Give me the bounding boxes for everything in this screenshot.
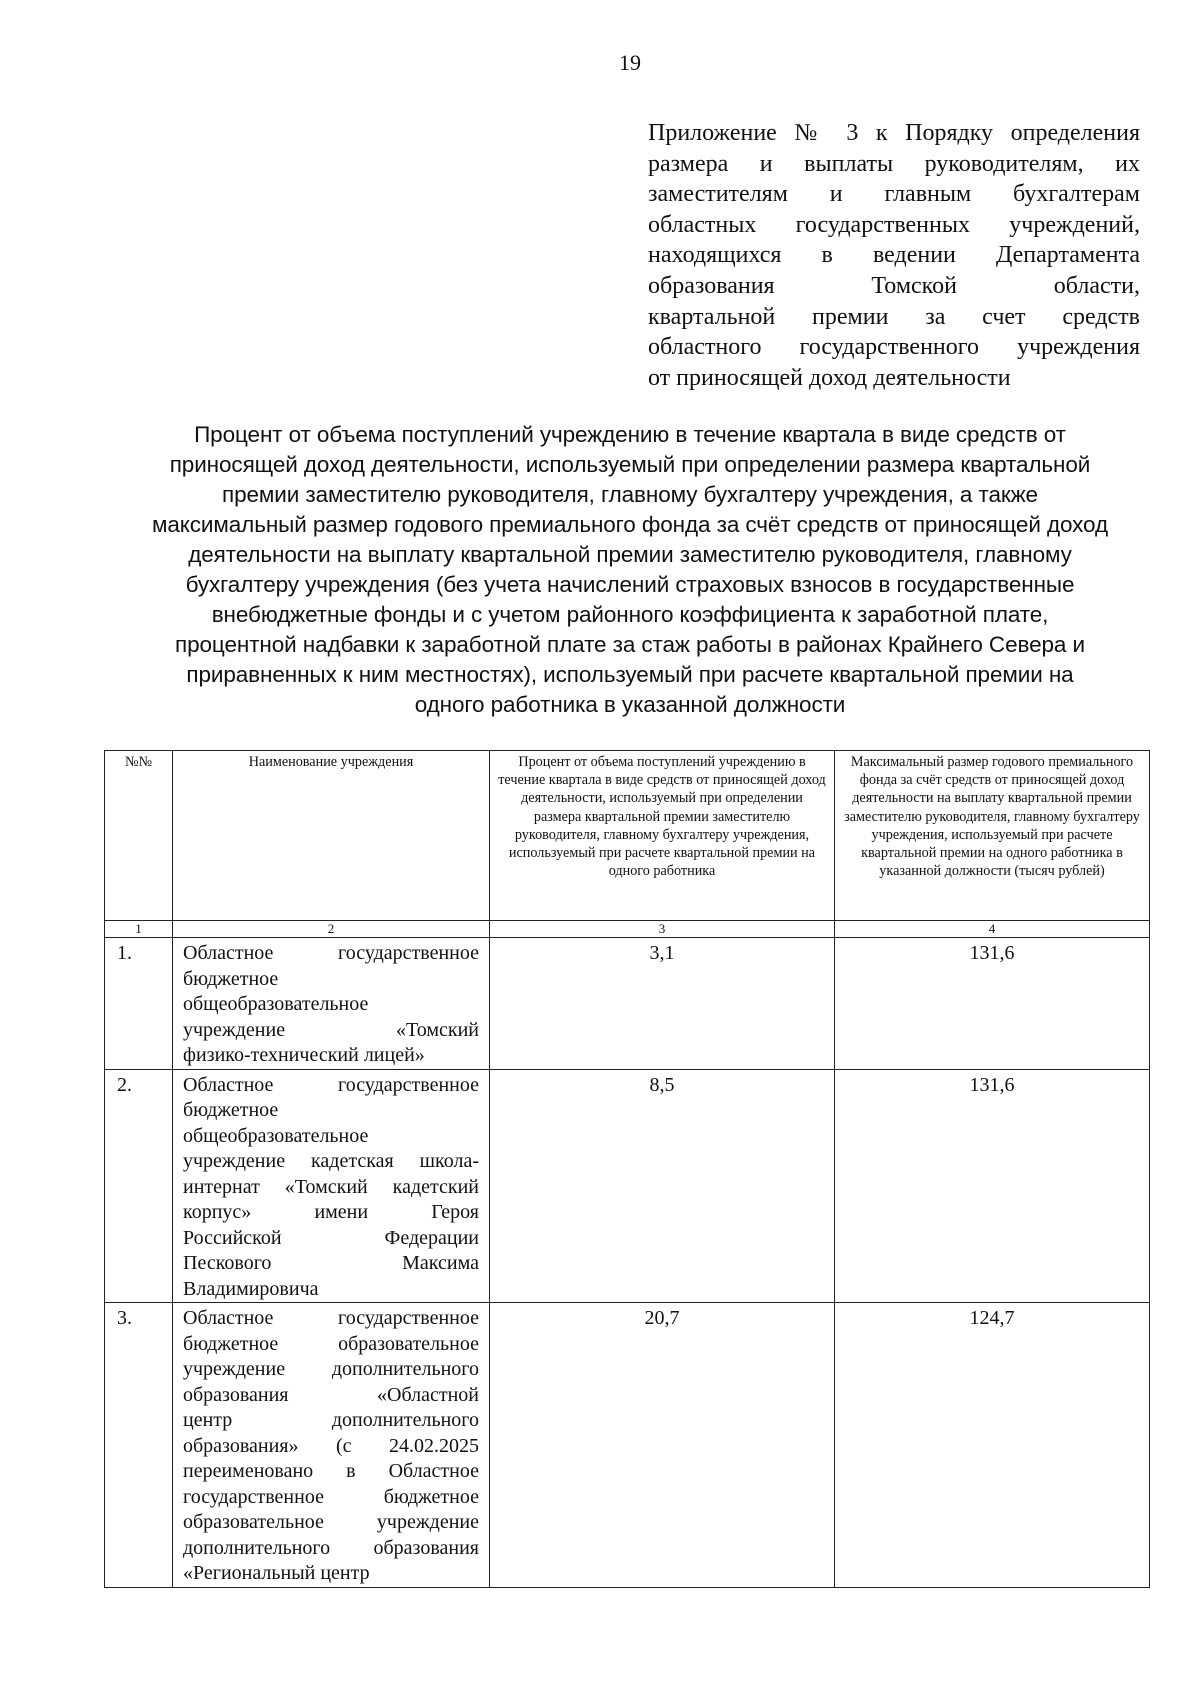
column-number: 4 bbox=[835, 921, 1150, 938]
appendix-line: от приносящей доход деятельности bbox=[648, 364, 1011, 391]
title-line: одного работника в указанной должности bbox=[414, 692, 846, 717]
institution-name bbox=[173, 1069, 490, 1303]
table-row bbox=[105, 938, 1150, 1070]
column-number-row bbox=[105, 921, 1150, 938]
title-line: Процент от объема поступлений учреждению в течение квартала в виде средств от bbox=[194, 422, 1066, 447]
header-max-fund: Максимальный размер годового премиального фонда за счёт средств от приносящей доход деятельности на выплату квартальной премии заместителю руководителя, главному бухгалтеру учреждения, используемый при расчете квартальной премии на одного работника в указанной должности (тысяч рублей) bbox=[835, 751, 1150, 921]
institution-name-line: бюджетное bbox=[183, 967, 279, 990]
header-institution-name: Наименование учреждения bbox=[173, 751, 490, 921]
premium-table bbox=[104, 750, 1150, 1588]
title-line: бухгалтеру учреждения (без учета начислений страховых взносов в государственные bbox=[185, 572, 1075, 597]
institution-name-line: государственное бюджетное bbox=[183, 1485, 479, 1508]
percent-value: 20,7 bbox=[490, 1303, 835, 1588]
title-line: приносящей доход деятельности, используемый при определении размера квартальной bbox=[169, 452, 1091, 477]
institution-name-line: Областное государственное bbox=[183, 942, 479, 964]
institution-name-line: Областное государственное bbox=[183, 1073, 479, 1096]
header-number: №№ bbox=[105, 751, 173, 921]
title-line: максимальный размер годового премиального фонда за счёт средств от приносящей доход bbox=[151, 512, 1108, 537]
institution-name-line: образовательное учреждение bbox=[183, 1511, 479, 1533]
appendix-line: квартальной премии за счет средств bbox=[648, 303, 1140, 330]
institution-name-line: учреждение кадетская школа- bbox=[183, 1150, 479, 1172]
appendix-line: размера и выплаты руководителям, их bbox=[648, 150, 1140, 177]
appendix-line: Приложение № 3 к Порядку определения bbox=[648, 120, 1140, 146]
row-number: 3. bbox=[105, 1303, 173, 1588]
institution-name-line: переименовано в Областное bbox=[183, 1460, 479, 1482]
max-fund-value: 131,6 bbox=[835, 938, 1150, 1070]
institution-name-line: дополнительного образования bbox=[183, 1536, 479, 1559]
institution-name-line: физико-технический лицей» bbox=[183, 1044, 425, 1066]
institution-name-line: общеобразовательное bbox=[183, 993, 369, 1015]
institution-name-line: Областное государственное bbox=[183, 1307, 479, 1329]
title-line: премии заместителю руководителя, главному бухгалтеру учреждения, а также bbox=[222, 482, 1038, 507]
institution-name-line: корпус» имени Героя bbox=[183, 1201, 479, 1223]
institution-name-line: общеобразовательное bbox=[183, 1124, 369, 1147]
institution-name-line: «Региональный центр bbox=[183, 1562, 370, 1584]
page-number: 19 bbox=[619, 50, 641, 75]
institution-name-line: интернат «Томский кадетский bbox=[183, 1175, 479, 1198]
title-line: деятельности на выплату квартальной премии заместителю руководителя, главному bbox=[188, 542, 1072, 567]
title-line: процентной надбавки к заработной плате за стаж работы в районах Крайнего Севера и bbox=[175, 632, 1085, 657]
institution-name-line: центр дополнительного bbox=[183, 1409, 479, 1431]
column-number: 3 bbox=[490, 921, 835, 938]
row-number: 1. bbox=[105, 938, 173, 1070]
title-line: внебюджетные фонды и с учетом районного коэффициента к заработной плате, bbox=[211, 602, 1049, 627]
appendix-line: образования Томской области, bbox=[648, 272, 1140, 299]
row-number: 2. bbox=[105, 1069, 173, 1303]
document-title bbox=[100, 420, 1160, 720]
table-row bbox=[105, 1303, 1150, 1588]
institution-name-line: Российской Федерации bbox=[183, 1226, 479, 1249]
institution-name bbox=[173, 938, 490, 1070]
institution-name-line: учреждение дополнительного bbox=[183, 1358, 479, 1380]
appendix-line: областных государственных учреждений, bbox=[648, 211, 1140, 238]
max-fund-value: 124,7 bbox=[835, 1303, 1150, 1588]
institution-name-line: Пескового Максима bbox=[183, 1252, 479, 1274]
institution-name bbox=[173, 1303, 490, 1588]
appendix-line: находящихся в ведении Департамента bbox=[648, 242, 1140, 269]
appendix-line: областного государственного учреждения bbox=[648, 334, 1140, 361]
institution-name-line: бюджетное bbox=[183, 1099, 279, 1121]
appendix-header bbox=[648, 118, 1140, 393]
appendix-line: заместителям и главным бухгалтерам bbox=[648, 181, 1140, 208]
column-number: 1 bbox=[105, 921, 173, 938]
institution-name-line: образования» (с 24.02.2025 bbox=[183, 1434, 479, 1457]
table-row bbox=[105, 1069, 1150, 1303]
institution-name-line: бюджетное образовательное bbox=[183, 1332, 479, 1355]
percent-value: 8,5 bbox=[490, 1069, 835, 1303]
column-number: 2 bbox=[173, 921, 490, 938]
institution-name-line: Владимировича bbox=[183, 1277, 319, 1300]
institution-name-line: учреждение «Томский bbox=[183, 1018, 479, 1041]
table-header-row bbox=[105, 751, 1150, 921]
max-fund-value: 131,6 bbox=[835, 1069, 1150, 1303]
percent-value: 3,1 bbox=[490, 938, 835, 1070]
header-percent: Процент от объема поступлений учреждению в течение квартала в виде средств от приносящей доход деятельности, используемый при определении размера квартальной премии заместителю руководителя, главному бухгалтеру учреждения, используемый при расчете квартальной премии на одного работника bbox=[490, 751, 835, 921]
title-line: приравненных к ним местностях), используемый при расчете квартальной премии на bbox=[186, 662, 1074, 687]
institution-name-line: образования «Областной bbox=[183, 1383, 479, 1406]
